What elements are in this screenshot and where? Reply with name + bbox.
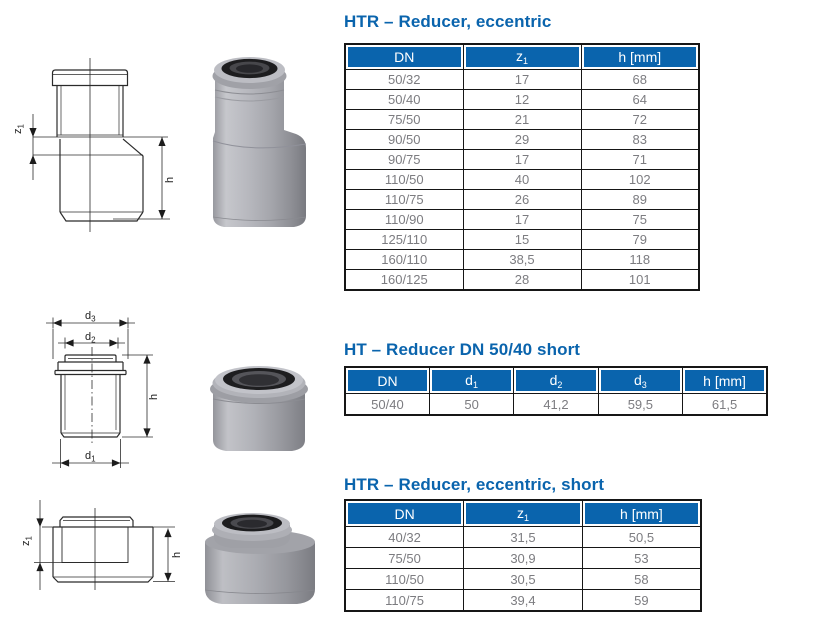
dim-label-z1: $z_1$: [12, 124, 26, 134]
table-cell: 101: [581, 270, 699, 291]
table-row: [345, 110, 699, 130]
table-cell: 59: [582, 590, 701, 612]
table-row: [345, 548, 701, 569]
dim-label-h: h: [164, 176, 176, 183]
table-cell: 61,5: [683, 394, 767, 416]
table-cell: 102: [581, 170, 699, 190]
table-row: [345, 394, 767, 416]
table-cell: 50/32: [345, 70, 463, 90]
table-cell: 38,5: [463, 250, 581, 270]
table-cell: 110/90: [345, 210, 463, 230]
column-header: DN: [345, 44, 463, 70]
section-title-htr-eccentric-short: HTR – Reducer, eccentric, short: [344, 475, 605, 494]
column-header: h [mm]: [683, 367, 767, 394]
table-row: [345, 210, 699, 230]
column-header: $z_1$: [464, 500, 583, 527]
section-title-ht-5040-short: HT – Reducer DN 50/40 short: [344, 340, 581, 359]
dim-label-z1: $z_1$: [20, 536, 34, 546]
spec-table-ht-5040-short: [344, 366, 768, 416]
dim-label-h: h: [148, 393, 160, 400]
table-cell: 31,5: [464, 527, 583, 548]
table-cell: 89: [581, 190, 699, 210]
column-header: $d_1$: [429, 367, 513, 394]
table-cell: 68: [581, 70, 699, 90]
table-cell: 110/50: [345, 569, 464, 590]
table-cell: 75/50: [345, 110, 463, 130]
table-cell: 53: [582, 548, 701, 569]
table-cell: 110/50: [345, 170, 463, 190]
dimension-arrows: [36, 518, 171, 581]
table-cell: 59,5: [598, 394, 682, 416]
table-cell: 50: [429, 394, 513, 416]
table-row: [345, 170, 699, 190]
table-cell: 17: [463, 150, 581, 170]
dim-label-h: h: [171, 551, 183, 558]
technical-drawing-ht-5040-short: [3, 303, 188, 475]
technical-drawing-htr-eccentric: [0, 18, 190, 298]
product-photo-ht-5040-short: [199, 337, 319, 462]
table-cell: 26: [463, 190, 581, 210]
table-cell: 118: [581, 250, 699, 270]
table-cell: 30,9: [464, 548, 583, 569]
spec-table-htr-eccentric-short: [344, 499, 702, 612]
section-title-htr-eccentric: HTR – Reducer, eccentric: [344, 12, 552, 31]
column-header: $z_1$: [463, 44, 581, 70]
table-row: [345, 590, 701, 612]
table-cell: 17: [463, 210, 581, 230]
table-row: [345, 230, 699, 250]
table-cell: 29: [463, 130, 581, 150]
table-cell: 40/32: [345, 527, 464, 548]
table-cell: 28: [463, 270, 581, 291]
table-cell: 110/75: [345, 590, 464, 612]
table-row: [345, 130, 699, 150]
spec-table-htr-eccentric: [344, 43, 700, 291]
table-row: [345, 569, 701, 590]
table-cell: 50,5: [582, 527, 701, 548]
table-cell: 90/50: [345, 130, 463, 150]
column-header: $d_3$: [598, 367, 682, 394]
column-header: h [mm]: [581, 44, 699, 70]
table-cell: 71: [581, 150, 699, 170]
table-cell: 90/75: [345, 150, 463, 170]
table-row: [345, 90, 699, 110]
column-header: h [mm]: [582, 500, 701, 527]
table-cell: 50/40: [345, 394, 429, 416]
table-row: [345, 190, 699, 210]
table-cell: 12: [463, 90, 581, 110]
table-cell: 64: [581, 90, 699, 110]
header-row: [345, 367, 767, 394]
technical-drawing-htr-eccentric-short: [2, 488, 190, 620]
table-cell: 160/125: [345, 270, 463, 291]
table-cell: 83: [581, 130, 699, 150]
table-row: [345, 150, 699, 170]
product-photo-htr-eccentric: [196, 32, 326, 232]
column-header: DN: [345, 500, 464, 527]
column-header: DN: [345, 367, 429, 394]
dimension-arrows: [29, 128, 165, 219]
table-row: [345, 250, 699, 270]
table-row: [345, 270, 699, 291]
table-cell: 40: [463, 170, 581, 190]
table-row: [345, 70, 699, 90]
table-cell: 75: [581, 210, 699, 230]
dimension-arrows: [53, 319, 151, 466]
table-cell: 72: [581, 110, 699, 130]
table-cell: 58: [582, 569, 701, 590]
table-cell: 79: [581, 230, 699, 250]
table-cell: 39,4: [464, 590, 583, 612]
column-header: $d_2$: [514, 367, 598, 394]
table-cell: 50/40: [345, 90, 463, 110]
dim-label-d1: $d_1$: [85, 450, 96, 464]
table-row: [345, 527, 701, 548]
table-cell: 21: [463, 110, 581, 130]
table-cell: 160/110: [345, 250, 463, 270]
table-cell: 110/75: [345, 190, 463, 210]
product-photo-htr-eccentric-short: [197, 492, 322, 614]
dim-label-d2: $d_2$: [85, 331, 96, 345]
table-cell: 41,2: [514, 394, 598, 416]
table-cell: 30,5: [464, 569, 583, 590]
table-cell: 17: [463, 70, 581, 90]
header-row: [345, 500, 701, 527]
table-cell: 125/110: [345, 230, 463, 250]
dim-label-d3: $d_3$: [85, 310, 96, 324]
header-row: [345, 44, 699, 70]
table-cell: 15: [463, 230, 581, 250]
table-cell: 75/50: [345, 548, 464, 569]
